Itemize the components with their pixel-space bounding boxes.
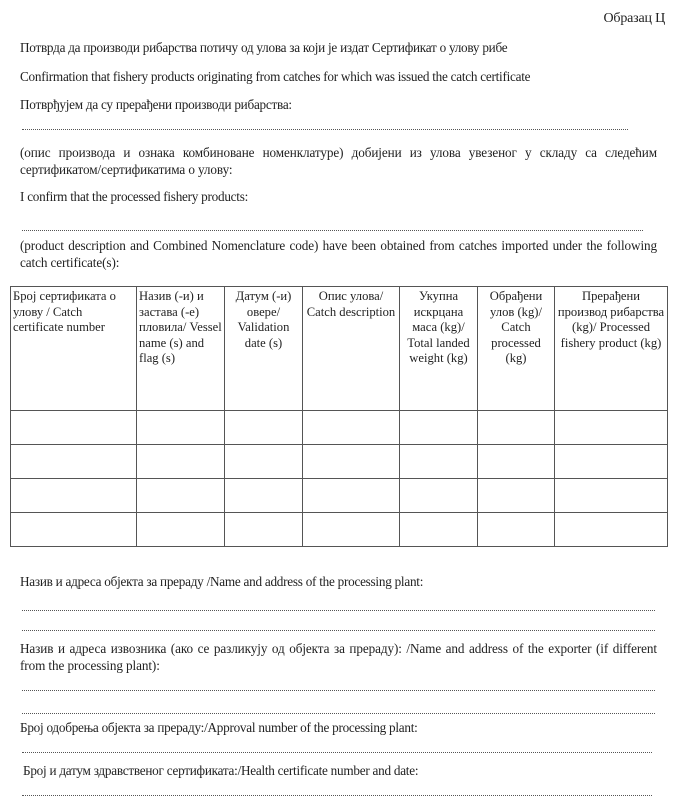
table-cell[interactable]: [555, 411, 668, 445]
table-cell[interactable]: [11, 479, 137, 513]
table-cell[interactable]: [400, 411, 478, 445]
approval-number-field[interactable]: [22, 752, 652, 753]
table-cell[interactable]: [400, 513, 478, 547]
table-cell[interactable]: [400, 479, 478, 513]
table-cell[interactable]: [11, 513, 137, 547]
col-catch-processed: [478, 287, 555, 411]
col-validation-date: [225, 287, 303, 411]
column-header-text: Број сертификата о улову / Catch certificate number: [13, 289, 116, 334]
table-cell[interactable]: [478, 411, 555, 445]
table-cell[interactable]: [478, 479, 555, 513]
table-cell[interactable]: [11, 411, 137, 445]
table-cell[interactable]: [478, 445, 555, 479]
processing-plant-field-line-1[interactable]: [22, 610, 655, 611]
health-certificate-field[interactable]: [22, 795, 652, 796]
table-cell[interactable]: [225, 445, 303, 479]
table-cell[interactable]: [11, 445, 137, 479]
product-description-en-field[interactable]: [22, 230, 643, 231]
table-row: [11, 411, 668, 445]
approval-number-label: Број одобрења објекта за прераду:/Approval number of the processing plant:: [20, 720, 418, 735]
table-cell[interactable]: [303, 445, 400, 479]
title-english: Confirmation that fishery products originating from catches for which was issued the catch certificate: [20, 69, 531, 84]
table-row: [11, 445, 668, 479]
product-description-sr-field[interactable]: [22, 129, 628, 130]
table-cell[interactable]: [137, 479, 225, 513]
exporter-label: Назив и адреса извозника (ако се разликују од објекта за прераду): /Name and address of the exporter (if different from the processing plant):: [20, 641, 657, 673]
column-header-text: Обрађени улов (kg)/ Catch processed (kg): [489, 289, 543, 365]
col-catch-description: [303, 287, 400, 411]
form-label: Образац Ц: [603, 11, 665, 26]
column-header-text: Назив (-и) и застава (-е) пловила/ Vessel name (s) and flag (s): [139, 289, 222, 365]
processing-plant-label: Назив и адреса објекта за прераду /Name and address of the processing plant:: [20, 574, 424, 589]
table-cell[interactable]: [400, 445, 478, 479]
table-cell[interactable]: [225, 513, 303, 547]
exporter-field-line-2[interactable]: [22, 713, 655, 714]
title-serbian: Потврда да производи рибарства потичу од улова за који је издат Сертификат о улову рибе: [20, 40, 508, 55]
description-serbian-text: (опис производа и ознака комбиноване номенклатуре) добијени из улова увезеног у складу са следећим сертификатом/сертификатима о улову:: [20, 145, 657, 177]
table-cell[interactable]: [303, 513, 400, 547]
table-cell[interactable]: [225, 479, 303, 513]
column-header-text: Датум (-и) овере/ Validation date (s): [235, 289, 292, 350]
table-cell[interactable]: [478, 513, 555, 547]
table-cell[interactable]: [303, 479, 400, 513]
col-vessel-name-flag: [137, 287, 225, 411]
col-total-landed-weight: [400, 287, 478, 411]
col-processed-fishery-product: [555, 287, 668, 411]
confirm-english-label: I confirm that the processed fishery products:: [20, 189, 248, 204]
table-row: [11, 513, 668, 547]
description-english-text: (product description and Combined Nomenclature code) have been obtained from catches imported under the following catch certificate(s):: [20, 238, 657, 270]
column-header-text: Прерађени производ рибарства (kg)/ Processed fishery product (kg): [557, 289, 665, 350]
table-cell[interactable]: [555, 479, 668, 513]
health-certificate-label: Број и датум здравственог сертификата:/Health certificate number and date:: [23, 763, 419, 778]
exporter-field-line-1[interactable]: [22, 690, 655, 691]
confirm-serbian-label: Потврђујем да су прерађени производи рибарства:: [20, 97, 292, 112]
table-cell[interactable]: [555, 445, 668, 479]
catch-certificate-table: [10, 286, 668, 547]
processing-plant-field-line-2[interactable]: [22, 630, 655, 631]
table-cell[interactable]: [225, 411, 303, 445]
col-catch-certificate-number: [11, 287, 137, 411]
table-cell[interactable]: [303, 411, 400, 445]
table-cell[interactable]: [555, 513, 668, 547]
column-header-text: Опис улова/ Catch description: [306, 289, 396, 319]
table-cell[interactable]: [137, 411, 225, 445]
table-cell[interactable]: [137, 513, 225, 547]
table-header-row: [11, 287, 668, 411]
column-header-text: Укупна искрцана маса (kg)/ Total landed weight (kg): [407, 289, 470, 365]
table-row: [11, 479, 668, 513]
table-cell[interactable]: [137, 445, 225, 479]
